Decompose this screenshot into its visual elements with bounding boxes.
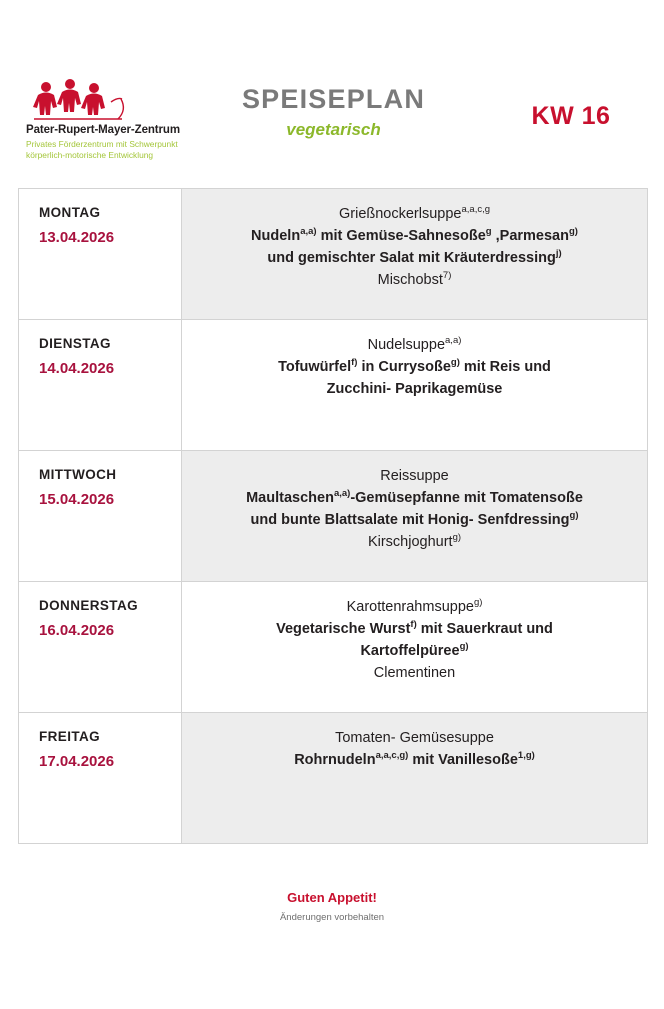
allergen-marker: g) <box>568 226 578 238</box>
menu-line: Tofuwürfel$^{f)}$ in Currysoße$^{g)}$ mit Reis und <box>278 357 551 376</box>
allergen-marker: g) <box>459 641 469 653</box>
day-date: 16.04.2026 <box>39 622 115 639</box>
day-cell <box>19 582 182 712</box>
menu-line: Karottenrahmsuppe$^{g)}$ <box>346 597 483 615</box>
allergen-marker: a,a) <box>445 335 462 347</box>
allergen-marker: j) <box>555 248 562 260</box>
day-name: MONTAG <box>39 205 101 220</box>
page-subtitle: vegetarisch <box>286 120 381 139</box>
bon-appetit-text: Guten Appetit! <box>287 890 377 905</box>
menu-line: Clementinen <box>373 665 456 682</box>
allergen-marker: f) <box>410 619 417 631</box>
menu-line: Vegetarische Wurst$^{f)}$ mit Sauerkraut und <box>276 619 553 638</box>
organization-name: Pater-Rupert-Mayer-Zentrum <box>26 124 180 136</box>
menu-line: Grießnockerlsuppe$^{a,a,c,g}$ <box>338 204 491 222</box>
allergen-marker: 1,g) <box>517 750 535 762</box>
allergen-marker: a,a,c,g <box>461 204 491 216</box>
page-footer <box>18 890 646 923</box>
logo-figures-icon <box>32 78 127 122</box>
table-row <box>19 713 647 844</box>
allergen-marker: g) <box>450 357 460 369</box>
menu-line: Nudeln$^{a,a)}$ mit Gemüse-Sahnesoße$^g$ ,Parmesan$^{g)}$ <box>251 226 578 245</box>
table-row <box>19 189 647 320</box>
menu-cell <box>182 451 647 581</box>
day-name: FREITAG <box>39 729 101 744</box>
menu-line: Tomaten- Gemüsesuppe <box>335 730 494 746</box>
allergen-marker: g <box>485 226 492 238</box>
allergen-marker: g) <box>473 597 483 609</box>
organization-subtitle <box>26 139 201 162</box>
day-name: MITTWOCH <box>39 467 117 482</box>
menu-cell <box>182 320 647 450</box>
menu-line: Nudelsuppe$^{a,a)}$ <box>367 335 462 353</box>
table-row <box>19 582 647 713</box>
organization-subtitle-line2: körperlich-motorische Entwicklung <box>26 150 154 161</box>
page-title: SPEISEPLAN <box>241 84 426 114</box>
menu-line: Maultaschen$^{a,a)}$-Gemüsepfanne mit Tomatensoße <box>246 488 583 507</box>
table-row <box>19 320 647 451</box>
table-row <box>19 451 647 582</box>
day-date: 13.04.2026 <box>39 229 115 246</box>
week-label: KW 16 <box>531 102 611 130</box>
allergen-marker: 7) <box>442 270 452 282</box>
day-cell <box>19 189 182 319</box>
menu-line: Reissuppe <box>380 468 449 484</box>
menu-line: Kartoffelpüree$^{g)}$ <box>360 641 469 660</box>
speiseplan-page <box>0 62 664 1009</box>
title-block <box>171 62 496 140</box>
menu-cell <box>182 189 647 319</box>
day-date: 15.04.2026 <box>39 491 115 508</box>
day-cell <box>19 713 182 843</box>
menu-line: Rohrnudeln$^{a,a,c,g)}$ mit Vanillesoße$^{1,g)}$ <box>294 750 535 769</box>
page-header <box>18 62 646 182</box>
day-name: DONNERSTAG <box>39 598 139 613</box>
day-name: DIENSTAG <box>39 336 111 351</box>
day-date: 17.04.2026 <box>39 753 115 770</box>
menu-line: und bunte Blattsalate mit Honig- Senfdressing$^{g)}$ <box>250 510 579 529</box>
menu-line: Kirschjoghurt$^{g)}$ <box>367 532 462 551</box>
menu-line: Mischobst$^{7)}$ <box>377 270 452 289</box>
disclaimer-text: Änderungen vorbehalten <box>279 912 385 923</box>
menu-cell <box>182 713 647 843</box>
allergen-marker: a,a) <box>300 226 317 238</box>
allergen-marker: g) <box>569 510 579 522</box>
week-block <box>496 62 646 131</box>
day-date: 14.04.2026 <box>39 360 115 377</box>
allergen-marker: f) <box>351 357 358 369</box>
day-cell <box>19 320 182 450</box>
logo-block <box>26 62 201 162</box>
menu-cell <box>182 582 647 712</box>
allergen-marker: a,a) <box>333 488 351 500</box>
organization-subtitle-line1: Privates Förderzentrum mit Schwerpunkt <box>26 139 178 149</box>
day-cell <box>19 451 182 581</box>
allergen-marker: a,a,c,g) <box>375 750 409 762</box>
menu-table <box>18 188 648 844</box>
menu-line: Zucchini- Paprikagemüse <box>326 381 503 398</box>
menu-line: und gemischter Salat mit Kräuterdressing$^{j)}$ <box>267 248 562 267</box>
allergen-marker: g) <box>452 532 462 544</box>
